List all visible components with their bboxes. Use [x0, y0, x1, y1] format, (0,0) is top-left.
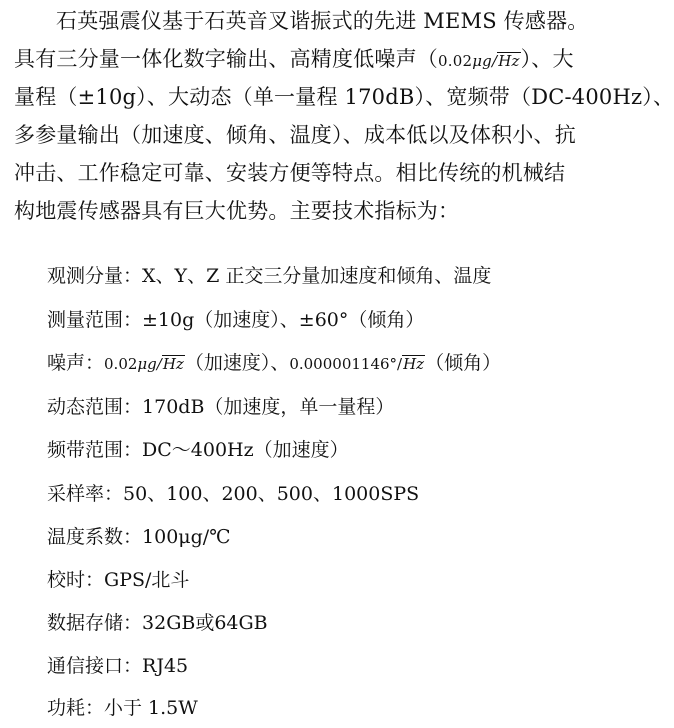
noise-acc-formula	[104, 355, 185, 373]
spec-value: GPS/北斗	[104, 569, 190, 591]
spec-value: 170dB（加速度，单一量程）	[142, 396, 395, 418]
noise-tilt-text: （倾角）	[425, 352, 502, 374]
spec-power	[47, 694, 597, 722]
spec-label: 采样率：	[47, 483, 124, 505]
noise-acc-text: （加速度）、	[184, 352, 290, 374]
intro-line-6: 构地震传感器具有巨大优势。主要技术指标为：	[14, 199, 460, 223]
spec-range	[47, 306, 597, 334]
noise-tilt-formula	[289, 355, 425, 373]
spec-label: 动态范围：	[47, 396, 143, 418]
spec-interface	[47, 652, 597, 680]
noise-formula-unit: μg/	[472, 52, 498, 70]
noise-formula	[438, 52, 521, 70]
spec-value: 50、100、200、500、1000SPS	[123, 483, 420, 505]
spec-value: 100μg/℃	[142, 526, 231, 548]
spec-dynamic	[47, 393, 597, 421]
noise-acc-root: Hz	[162, 355, 184, 373]
intro-line-1: 石英强震仪基于石英音叉谐振式的先进 MEMS 传感器。	[56, 9, 589, 33]
spec-value: 小于 1.5W	[104, 697, 198, 719]
spec-label: 数据存储：	[47, 612, 143, 634]
spec-label: 温度系数：	[47, 526, 143, 548]
spec-noise	[47, 349, 597, 378]
spec-value: RJ45	[142, 655, 189, 677]
spec-sampling	[47, 480, 597, 508]
spec-storage	[47, 609, 597, 637]
spec-label: 噪声：	[47, 352, 105, 374]
spec-label: 频带范围：	[47, 439, 143, 461]
intro-line-2-start: 具有三分量一体化数字输出、高精度低噪声（	[14, 47, 438, 71]
spec-label: 校时：	[47, 569, 105, 591]
intro-paragraph	[14, 2, 674, 230]
intro-line-3: 量程（±10g）、大动态（单一量程 170dB）、宽频带（DC-400Hz）、	[14, 85, 674, 109]
noise-tilt-number: 0.000001146	[289, 355, 390, 373]
spec-label: 通信接口：	[47, 655, 143, 677]
intro-line-5: 冲击、工作稳定可靠、安装方便等特点。相比传统的机械结	[14, 161, 566, 185]
spec-value: ±10g（加速度）、±60°（倾角）	[142, 309, 425, 331]
spec-components	[47, 262, 597, 290]
noise-tilt-unit: °/	[389, 355, 403, 373]
spec-label: 观测分量：	[47, 265, 143, 287]
spec-value: DC～400Hz（加速度）	[142, 439, 349, 461]
spec-value: 32GB或64GB	[142, 612, 268, 634]
noise-tilt-root: Hz	[403, 355, 425, 373]
noise-acc-unit: μg/	[137, 355, 162, 373]
noise-formula-number: 0.02	[438, 52, 473, 70]
spec-label: 测量范围：	[47, 309, 143, 331]
intro-line-4: 多参量输出（加速度、倾角、温度）、成本低以及体积小、抗	[14, 123, 576, 147]
spec-temp-coef	[47, 523, 597, 551]
spec-band	[47, 436, 597, 464]
noise-acc-number: 0.02	[104, 355, 138, 373]
intro-line-2	[14, 40, 598, 78]
noise-formula-root: Hz	[498, 52, 520, 70]
spec-timing	[47, 566, 597, 594]
spec-label: 功耗：	[47, 697, 105, 719]
intro-line-2-end: ）、大	[520, 47, 574, 71]
spec-value: X、Y、Z 正交三分量加速度和倾角、温度	[142, 265, 492, 287]
